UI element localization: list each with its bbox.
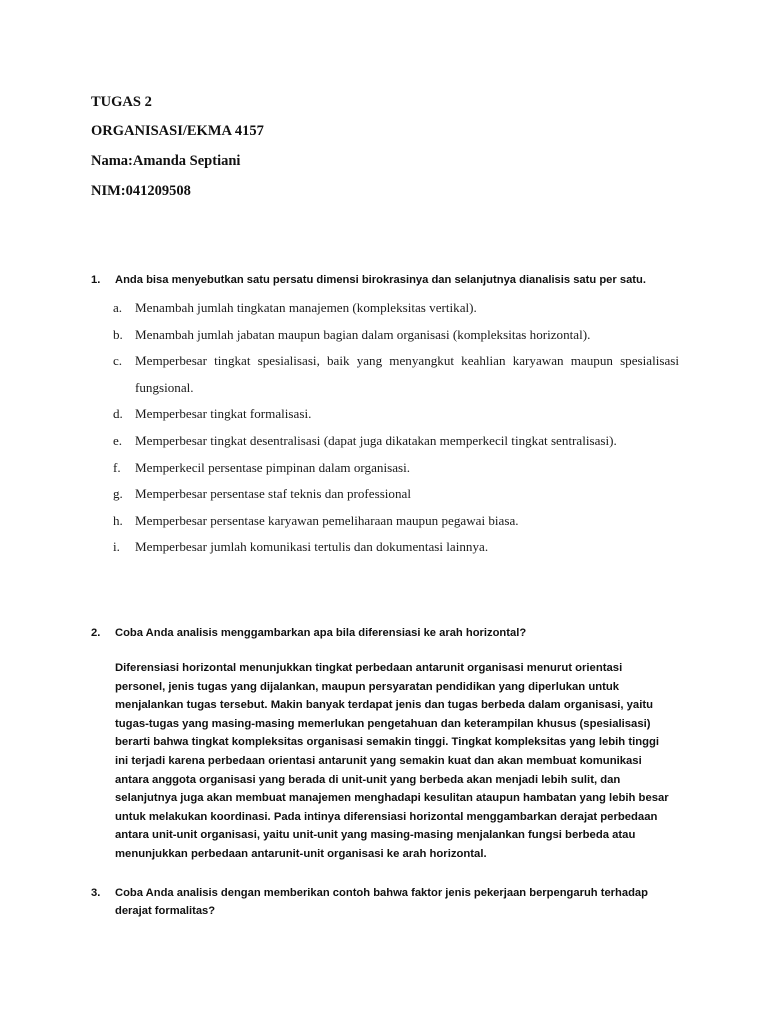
list-marker: f. bbox=[113, 459, 121, 475]
student-name: Nama:Amanda Septiani bbox=[91, 153, 241, 169]
list-marker: e. bbox=[113, 432, 123, 448]
answer-paragraph: Diferensiasi horizontal menunjukkan tingkat perbedaan antarunit organisasi menurut orientasi personel, jenis tugas yang dijalankan, maupun persyaratan pendidikan yang diperlukan untuk menjalankan tugas tersebut. Makin banyak terdapat jenis dan tugas berbeda dalam organisasi, yaitu tugas-tugas yang masing-masing memerlukan pengetahuan dan keterampilan khusus (spesialisasi) berarti bahwa tingkat kompleksitas organisasi semakin tinggi. Tingkat kompleksitas yang lebih tinggi ini terjadi karena perbedaan orientasi antarunit yang semakin kuat dan akan membuat komunikasi antara anggota organisasi yang berada di unit-unit yang berbeda akan menjadi lebih sulit, dan selanjutnya juga akan membuat manajemen menghadapi kesulitan ataupun hambatan yang lebih besar untuk melakukan koordinasi. Pada intinya diferensiasi horizontal menggambarkan derajat perbedaan antara unit-unit organisasi, yaitu unit-unit yang masing-masing menjalankan fungsi berbeda atau menunjukkan perbedaan antarunit-unit organisasi ke arah horizontal. bbox=[115, 662, 669, 860]
list-item bbox=[113, 295, 679, 322]
question-text: Coba Anda analisis dengan memberikan contoh bahwa faktor jenis pekerjaan berpengaruh terhadap derajat formalitas? bbox=[115, 887, 648, 917]
list-item-text: Memperbesar tingkat desentralisasi (dapat juga dikatakan memperkecil tingkat sentralisasi). bbox=[135, 432, 617, 448]
list-marker: d. bbox=[113, 406, 123, 422]
list-item bbox=[113, 534, 679, 561]
list-item-text: Memperbesar tingkat formalisasi. bbox=[135, 406, 312, 422]
assignment-title: TUGAS 2 bbox=[91, 94, 152, 110]
list-marker: b. bbox=[113, 326, 123, 342]
list-marker: h. bbox=[113, 512, 123, 528]
course-code: ORGANISASI/EKMA 4157 bbox=[91, 123, 264, 139]
question-3 bbox=[91, 884, 681, 920]
student-nim: NIM:041209508 bbox=[91, 183, 191, 199]
list-item bbox=[113, 481, 679, 508]
list-item-text: Memperbesar tingkat spesialisasi, baik yang menyangkut keahlian karyawan maupun spesialisasi fungsional. bbox=[135, 353, 679, 395]
list-item-text: Menambah jumlah jabatan maupun bagian dalam organisasi (kompleksitas horizontal). bbox=[135, 326, 591, 342]
bureaucracy-dimension-list bbox=[113, 295, 679, 561]
list-item bbox=[113, 455, 679, 482]
list-item-text: Memperkecil persentase pimpinan dalam organisasi. bbox=[135, 459, 411, 475]
question-number: 3. bbox=[91, 887, 101, 899]
question-text: Coba Anda analisis menggambarkan apa bila diferensiasi ke arah horizontal? bbox=[115, 627, 527, 639]
list-item bbox=[113, 508, 679, 535]
question-number: 2. bbox=[91, 627, 101, 639]
list-marker: a. bbox=[113, 300, 123, 315]
list-item-text: Menambah jumlah tingkatan manajemen (kompleksitas vertikal). bbox=[135, 300, 477, 315]
list-item bbox=[113, 322, 679, 349]
question-text: Anda bisa menyebutkan satu persatu dimensi birokrasinya dan selanjutnya dianalisis satu per satu. bbox=[115, 274, 646, 286]
list-item bbox=[113, 401, 679, 428]
list-item-text: Memperbesar persentase karyawan pemeliharaan maupun pegawai biasa. bbox=[135, 512, 519, 528]
list-marker: c. bbox=[113, 353, 123, 369]
question-number: 1. bbox=[91, 274, 101, 286]
list-item bbox=[113, 428, 679, 455]
question-1 bbox=[91, 271, 681, 289]
list-marker: i. bbox=[113, 539, 120, 555]
list-item-text: Memperbesar persentase staf teknis dan professional bbox=[135, 486, 411, 502]
list-item-text: Memperbesar jumlah komunikasi tertulis dan dokumentasi lainnya. bbox=[135, 539, 489, 555]
list-item bbox=[113, 348, 679, 401]
list-marker: g. bbox=[113, 486, 123, 502]
question-2 bbox=[91, 624, 681, 642]
